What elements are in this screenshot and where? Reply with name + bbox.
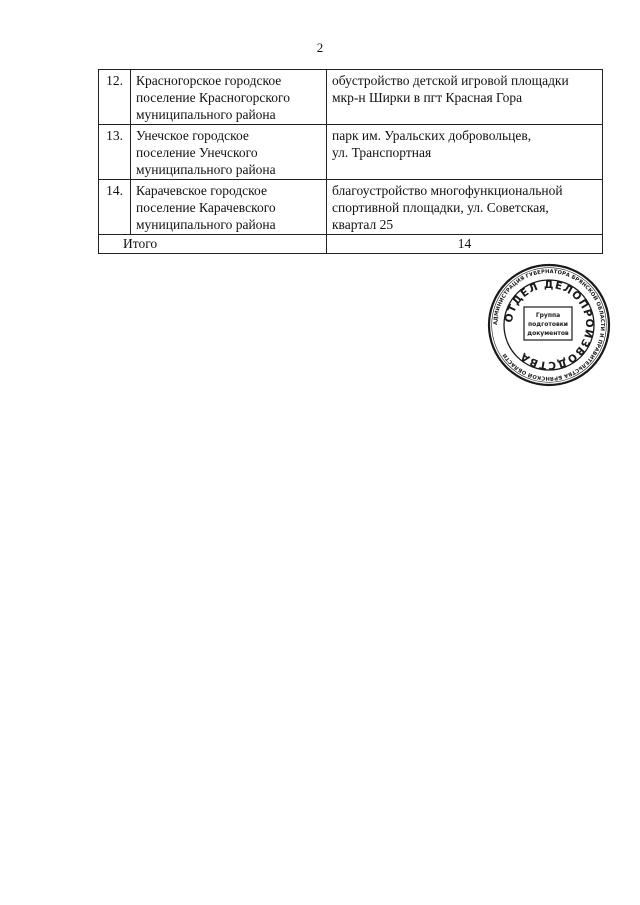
object-description-line: мкр-н Ширки в пгт Красная Гора [332,90,523,105]
object-description-cell [327,125,603,180]
total-label: Итого [99,235,327,254]
stamp-ring-textpath: АДМИНИСТРАЦИЯ ГУБЕРНАТОРА БРЯНСКОЙ ОБЛАСТИ И ПРАВИТЕЛЬСТВА БРЯНСКОЙ ОБЛАСТИ [492,268,606,382]
row-number: 12. [99,70,131,125]
settlement-name-line: Красногорское городское [136,73,282,88]
object-description-cell [327,70,603,125]
stamp-center-line: документов [527,330,569,337]
settlement-name-line: поселение Карачевского [136,200,276,215]
object-description-line: спортивной площадки, ул. Советская, [332,200,549,215]
object-description-cell [327,180,603,235]
row-number: 14. [99,180,131,235]
settlement-name-cell [131,70,327,125]
total-row [99,235,603,254]
settlement-name-line: Карачевское городское [136,183,267,198]
row-number: 13. [99,125,131,180]
settlement-name-line: муниципального района [136,217,276,232]
stamp-center-line: Группа [535,312,561,319]
settlement-name-cell [131,180,327,235]
settlement-name-line: поселение Унечского [136,145,258,160]
stamp-center-line: подготовки [527,321,569,328]
total-value: 14 [327,235,603,254]
page-number: 2 [316,40,324,55]
stamp-middle-textpath: ОТДЕЛ ДЕЛОПРОИЗВОДСТВА [502,278,596,372]
object-description-line: квартал 25 [332,217,394,232]
settlement-name-line: поселение Красногорского [136,90,290,105]
object-description-line: парк им. Уральских добровольцев, [332,128,532,143]
settlement-name-line: Унечское городское [136,128,249,143]
object-description-line: обустройство детской игровой площадки [332,73,569,88]
object-description-line: благоустройство многофункциональной [332,183,563,198]
table-row [99,125,603,180]
settlement-name-line: муниципального района [136,162,276,177]
table-row [99,180,603,235]
settlement-name-cell [131,125,327,180]
object-description-line: ул. Транспортная [332,145,432,160]
office-stamp [487,263,611,387]
municipal-objects-table [98,69,603,254]
stamp-seal-icon [487,263,611,387]
table-row [99,70,603,125]
settlement-name-line: муниципального района [136,107,276,122]
